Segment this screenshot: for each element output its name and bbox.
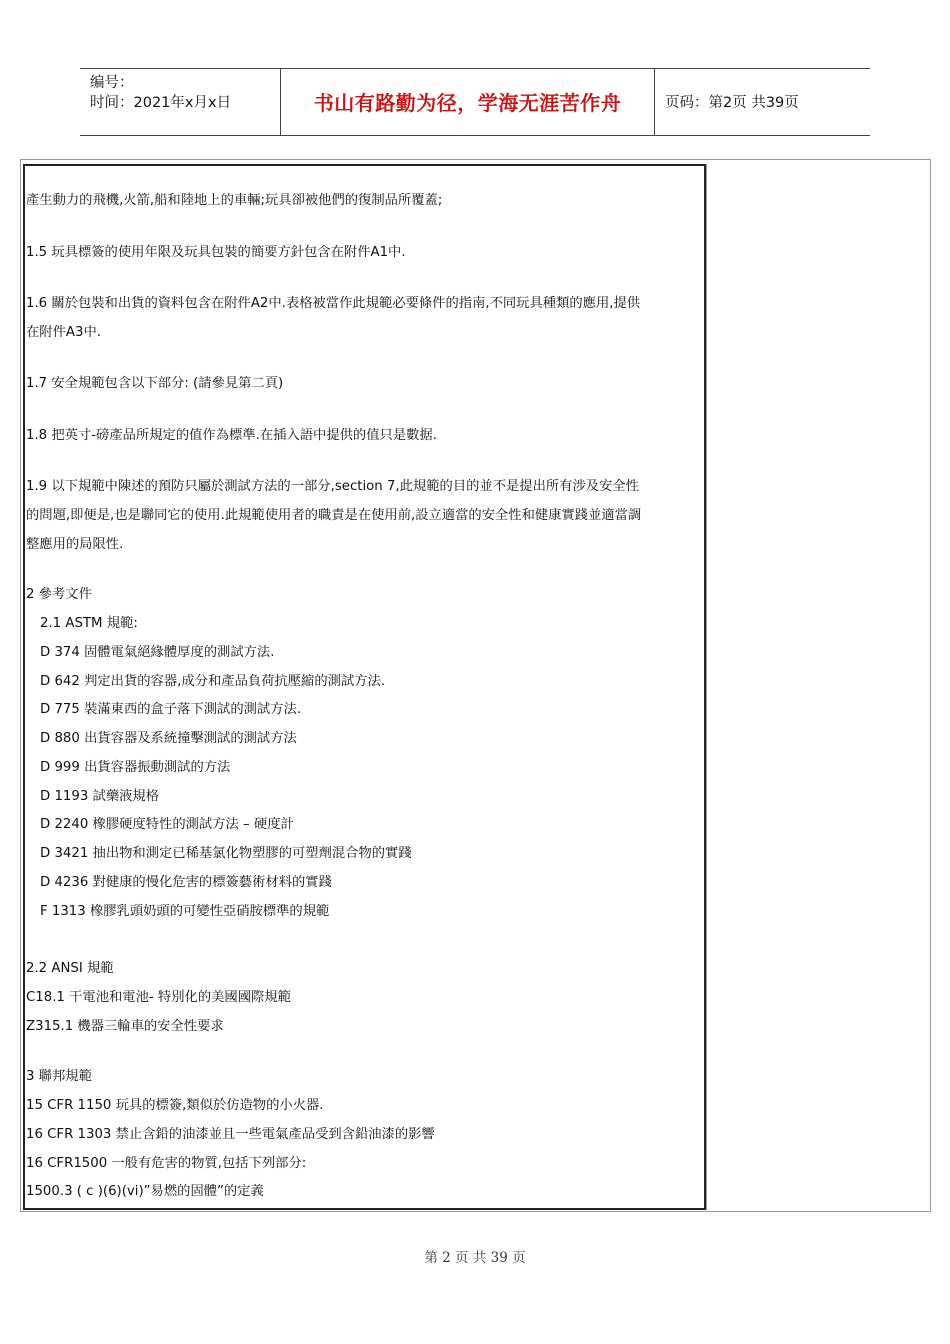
table-column-divider — [706, 164, 707, 1210]
reference-item: D 374 固體電氣絕緣體厚度的測試方法. — [40, 645, 275, 660]
header-meta — [90, 73, 231, 113]
header-divider — [654, 69, 655, 135]
reference-item: D 999 出貨容器振動測試的方法 — [40, 760, 231, 775]
subsection-heading: 2.1 ASTM 規範: — [40, 616, 138, 631]
page-header — [80, 68, 870, 136]
reference-item: D 4236 對健康的慢化危害的標簽藝術材料的實踐 — [40, 875, 332, 890]
header-page-number: 页码：第2页 共39页 — [665, 95, 799, 111]
document-time-label: 时间：2021年x月x日 — [90, 95, 232, 111]
section-heading: 3 聯邦規範 — [26, 1069, 92, 1084]
body-line: 產生動力的飛機,火箭,船和陸地上的車輛;玩具卻被他們的復制品所覆蓋; — [26, 193, 443, 208]
body-line: 1.8 把英寸-磅產品所規定的值作為標準.在插入語中提供的值只是數据. — [26, 428, 437, 443]
reference-item: F 1313 橡膠乳頭奶頭的可變性亞硝胺標準的規範 — [40, 904, 330, 919]
reference-item: Z315.1 機器三輪車的安全性要求 — [26, 1019, 224, 1034]
reference-item: D 2240 橡膠硬度特性的測試方法 – 硬度計 — [40, 817, 294, 832]
reference-item: D 775 裝滿東西的盒子落下測試的測試方法. — [40, 702, 302, 717]
document-number-label: 编号： — [90, 75, 134, 91]
reference-item: 16 CFR1500 一般有危害的物質,包括下列部分: — [26, 1156, 307, 1171]
body-line: 1.9 以下規範中陳述的預防只屬於測試方法的一部分,section 7,此規範的目的並不是提出所有涉及安全性 — [26, 479, 639, 494]
header-motto: 书山有路勤为径，学海无涯苦作舟 — [313, 91, 622, 115]
reference-item: C18.1 干電池和電池- 特別化的美國國際規範 — [26, 990, 291, 1005]
reference-item: D 642 判定出貨的容器,成分和產品負荷抗壓縮的測試方法. — [40, 674, 386, 689]
body-line: 的問題,即便是,也是聯同它的使用.此規範使用者的職責是在使用前,設立適當的安全性和健康實踐並適當調 — [26, 508, 642, 523]
body-line: 整應用的局限性. — [26, 537, 124, 552]
reference-item: 16 CFR 1303 禁止含鉛的油漆並且一些電氣產品受到含鉛油漆的影響 — [26, 1127, 435, 1142]
subsection-heading: 2.2 ANSI 規範 — [26, 961, 114, 976]
reference-item: D 1193 試藥液規格 — [40, 789, 160, 804]
reference-item: 1500.3 ( c )(6)(vi)”易燃的固體”的定義 — [26, 1184, 264, 1199]
body-line: 1.7 安全規範包含以下部分: (請參見第二頁) — [26, 376, 284, 391]
body-line: 1.6 關於包裝和出貨的資料包含在附件A2中.表格被當作此規範必要條件的指南,不同玩具種類的應用,提供 — [26, 296, 641, 311]
reference-item: 15 CFR 1150 玩具的標簽,類似於仿造物的小火器. — [26, 1098, 324, 1113]
body-line: 1.5 玩具標簽的使用年限及玩具包裝的簡要方針包含在附件A1中. — [26, 245, 406, 260]
reference-item: D 880 出貨容器及系統撞擊測試的測試方法 — [40, 731, 297, 746]
section-heading: 2 參考文件 — [26, 587, 92, 602]
body-line: 在附件A3中. — [26, 325, 101, 340]
page-footer: 第 2 页 共 39 页 — [424, 1250, 526, 1266]
reference-item: D 3421 抽出物和測定已稀基氯化物塑膠的可塑劑混合物的實踐 — [40, 846, 412, 861]
